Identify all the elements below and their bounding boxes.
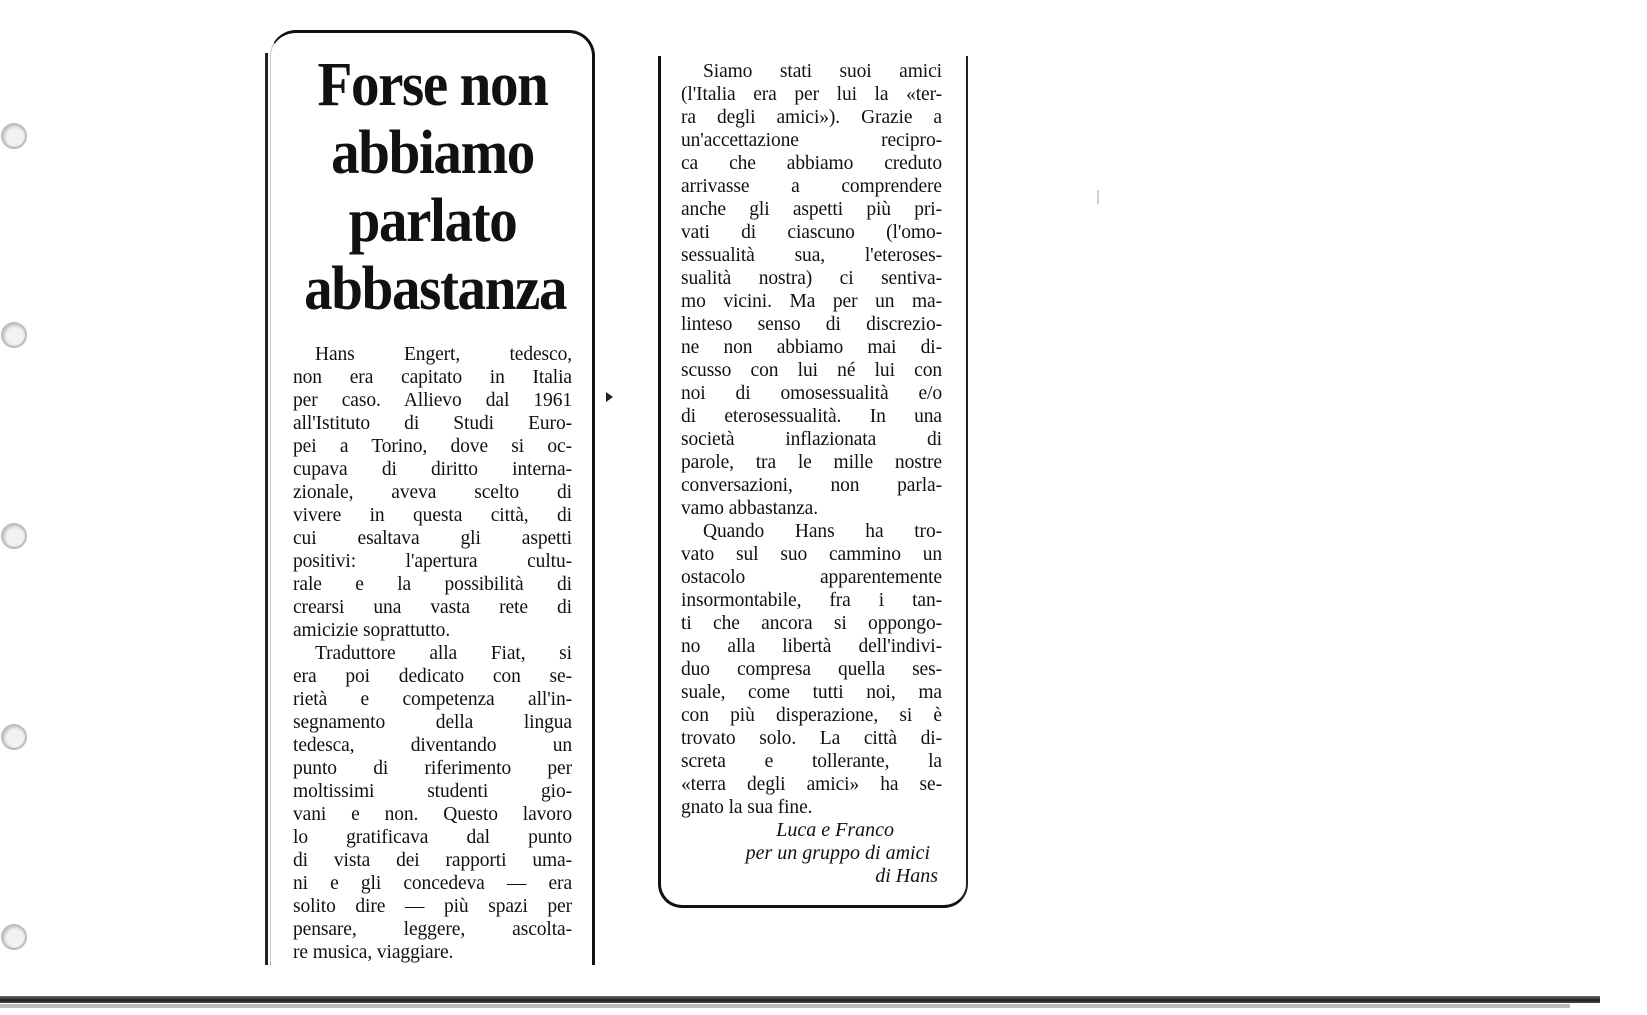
text-line: moltissimi studenti gio- (293, 781, 572, 802)
text-line: ca che abbiamo creduto (681, 153, 942, 174)
scan-edge (0, 1004, 1570, 1008)
binder-hole (1, 724, 27, 750)
binder-hole (1, 123, 27, 149)
headline-line: parlato (348, 187, 517, 255)
text-line: vamo abbastanza. (681, 498, 819, 519)
text-line: conversazioni, non parla- (681, 475, 942, 496)
text-line: Quando Hans ha tro- (703, 521, 942, 542)
paragraph (681, 520, 942, 819)
text-line: ra degli amici»). Grazie a (681, 107, 942, 128)
text-line: trovato solo. La città di- (681, 728, 942, 749)
binder-hole (1, 322, 27, 348)
text-line: solito dire — più spazi per (293, 896, 572, 917)
text-line: lo gratificava dal punto (293, 827, 572, 848)
signature-line: di Hans (875, 865, 938, 887)
headline-line: abbiamo (331, 119, 534, 187)
text-line: Traduttore alla Fiat, si (315, 643, 572, 664)
text-line: arrivasse a comprendere (681, 176, 942, 197)
text-line: sessualità sua, l'eteroses- (681, 245, 942, 266)
text-line: (l'Italia era per lui la «ter- (681, 84, 942, 105)
text-line: cupava di diritto interna- (293, 459, 572, 480)
text-line: ne non abbiamo mai di- (681, 337, 942, 358)
text-line: Hans Engert, tedesco, (315, 344, 572, 365)
text-line: amicizie soprattutto. (293, 620, 451, 641)
headline-line: abbastanza (304, 255, 567, 323)
text-line: anche gli aspetti più pri- (681, 199, 942, 220)
headline (304, 51, 567, 323)
text-line: sualità nostra) ci sentiva- (681, 268, 942, 289)
text-line: rale e la possibilità di (293, 574, 572, 595)
text-line: crearsi una vasta rete di (293, 597, 572, 618)
text-line: mo vicini. Ma per un ma- (681, 291, 942, 312)
text-line: pensare, leggere, ascolta- (293, 919, 572, 940)
text-line: segnamento della lingua (293, 712, 572, 733)
text-line: gnato la sua fine. (681, 797, 813, 818)
binder-hole (1, 523, 27, 549)
text-line: con più disperazione, si è (681, 705, 942, 726)
signature-line: per un gruppo di amici (745, 842, 930, 864)
text-line: «terra degli amici» ha se- (681, 774, 942, 795)
text-line: tedesca, diventando un (293, 735, 572, 756)
text-line: linteso senso di discrezio- (681, 314, 942, 335)
signature (681, 819, 942, 888)
text-line: all'Istituto di Studi Euro- (293, 413, 572, 434)
text-line: insormontabile, fra i tan- (681, 590, 942, 611)
text-line: scusso con lui né lui con (681, 360, 942, 381)
text-line: ostacolo apparentemente (681, 567, 942, 588)
text-line: Siamo stati suoi amici (703, 61, 942, 82)
column-marker (606, 392, 613, 402)
text-line: un'accettazione recipro- (681, 130, 942, 151)
text-line: vivere in questa città, di (293, 505, 572, 526)
text-line: società inflazionata di (681, 429, 942, 450)
text-line: ni e gli concedeva — era (293, 873, 572, 894)
paragraph (293, 642, 572, 964)
text-line: duo compresa quella ses- (681, 659, 942, 680)
article-column-2 (658, 56, 968, 908)
text-line: di eterosessualità. In una (681, 406, 942, 427)
text-line: re musica, viaggiare. (293, 942, 454, 963)
text-line: vato sul suo cammino un (681, 544, 942, 565)
text-line: ti che ancora si oppongo- (681, 613, 942, 634)
paragraph (293, 343, 572, 642)
text-line: screta e tollerante, la (681, 751, 942, 772)
text-line: no alla libertà dell'indivi- (681, 636, 942, 657)
text-line: parole, tra le mille nostre (681, 452, 942, 473)
text-line: punto di riferimento per (293, 758, 572, 779)
text-line: era poi dedicato con se- (293, 666, 572, 687)
scan-speck (1097, 190, 1099, 204)
text-line: noi di omosessualità e/o (681, 383, 942, 404)
text-line: vati di ciascuno (l'omo- (681, 222, 942, 243)
text-line: suale, come tutti noi, ma (681, 682, 942, 703)
binder-hole (1, 924, 27, 950)
signature-line: Luca e Franco (776, 819, 894, 841)
text-line: cui esaltava gli aspetti (293, 528, 572, 549)
text-line: positivi: l'apertura cultu- (293, 551, 572, 572)
text-line: non era capitato in Italia (293, 367, 572, 388)
paragraph (681, 60, 942, 520)
text-line: di vista dei rapporti uma- (293, 850, 572, 871)
scan-edge (0, 996, 1600, 1003)
text-line: vani e non. Questo lavoro (293, 804, 572, 825)
text-line: zionale, aveva scelto di (293, 482, 572, 503)
text-line: pei a Torino, dove si oc- (293, 436, 572, 457)
text-line: per caso. Allievo dal 1961 (293, 390, 572, 411)
article-column-1 (270, 30, 595, 965)
text-line: rietà e competenza all'in- (293, 689, 572, 710)
headline-line: Forse non (317, 51, 548, 119)
